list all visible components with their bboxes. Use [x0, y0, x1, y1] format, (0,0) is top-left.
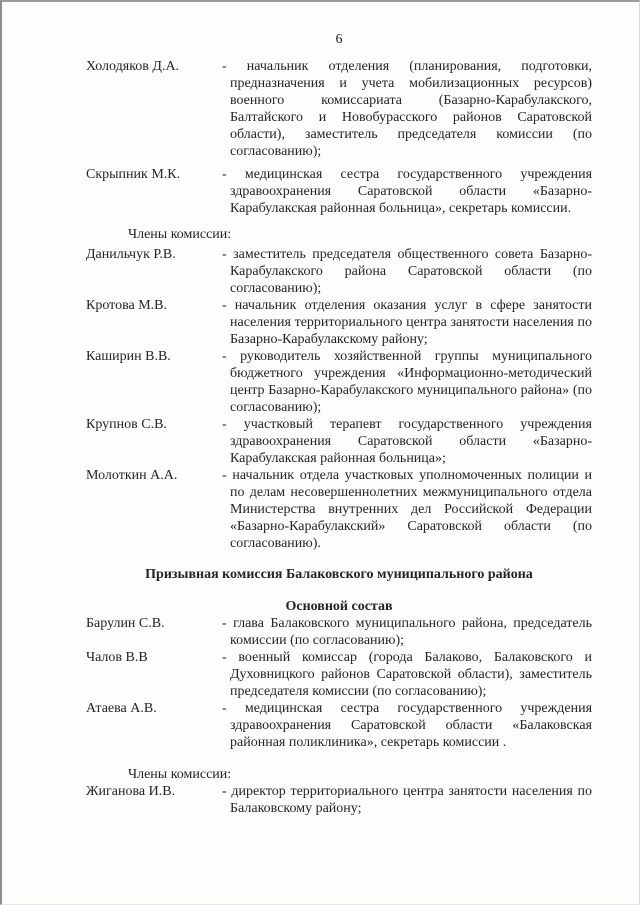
person-name: Барулин С.В.	[86, 616, 165, 631]
person-role-text: директор территориального центра занятости населения по Балаковскому району;	[230, 784, 592, 816]
dash-marker: -	[222, 616, 227, 631]
person-role-text: начальник отдела участковых уполномоченных полиции и по делам несовершеннолетних межмуниципального отдела Министерства внутренних дел Российской Федерации «Базарно-Карабулакский» Саратовской области (по согласованию).	[230, 468, 593, 551]
person-role-text: начальник отделения оказания услуг в сфере занятости населения территориального центра занятости населения по Базарно-Карабулакскому району;	[230, 298, 592, 347]
person-name: Атаева А.В.	[86, 701, 157, 716]
dash-marker: -	[222, 701, 227, 716]
person-role-text: медицинская сестра государственного учреждения здравоохранения Саратовской области «Балаковская районная поликлиника», секретарь комиссии .	[230, 701, 593, 750]
person-role-text: участковый терапевт государственного учреждения здравоохранения Саратовской области «Базарно-Карабулакская районная больница»;	[230, 417, 592, 466]
dash-marker: -	[222, 59, 227, 74]
commission-entry	[86, 467, 592, 552]
dash-marker: -	[222, 650, 227, 665]
dash-marker: -	[222, 417, 227, 432]
person-role	[222, 615, 592, 649]
dash-marker: -	[222, 784, 227, 799]
commission-entry	[86, 649, 592, 700]
dash-marker: -	[222, 468, 227, 483]
person-role	[222, 416, 592, 467]
members-label: Члены комиссии:	[128, 227, 232, 242]
person-name: Данильчук Р.В.	[86, 247, 176, 262]
commission-entry	[86, 700, 592, 751]
person-role	[222, 166, 592, 217]
person-role	[222, 467, 592, 552]
person-role-text: глава Балаковского муниципального района, председатель комиссии (по согласованию);	[230, 616, 593, 648]
document-content	[86, 31, 592, 817]
section-subtitle: Основной состав	[285, 599, 393, 614]
commission-entry	[86, 416, 592, 467]
person-role-text: начальник отделения (планирования, подготовки, предназначения и учета мобилизационных ресурсов) военного комиссариата (Базарно-Карабулакского, Балтайского и Новобурасского районов Саратовской области), заместитель председателя комиссии (по согласованию);	[230, 59, 593, 159]
person-role	[222, 246, 592, 297]
person-name: Молоткин А.А.	[86, 468, 178, 483]
commission-entry	[86, 58, 592, 160]
page-number: 6	[335, 32, 343, 47]
person-name: Каширин В.В.	[86, 349, 171, 364]
person-role	[222, 783, 592, 817]
person-role-text: медицинская сестра государственного учреждения здравоохранения Саратовской области «Базарно-Карабулакская районная больница», секретарь комиссии.	[230, 167, 593, 216]
commission-entry	[86, 783, 592, 817]
dash-marker: -	[222, 349, 227, 364]
person-role	[222, 348, 592, 416]
person-role	[222, 58, 592, 160]
person-name: Кротова М.В.	[86, 298, 168, 313]
person-role-text: заместитель председателя общественного совета Базарно-Карабулакского района Саратовской области (по согласованию);	[230, 247, 593, 296]
dash-marker: -	[222, 167, 227, 182]
commission-entry	[86, 348, 592, 416]
dash-marker: -	[222, 247, 227, 262]
commission-entry	[86, 615, 592, 649]
commission-entry	[86, 297, 592, 348]
commission-entry	[86, 246, 592, 297]
person-name: Крупнов С.В.	[86, 417, 167, 432]
person-role-text: военный комиссар (города Балаково, Балаковского и Духовницкого районов Саратовской области), заместитель председателя комиссии (по согласованию);	[230, 650, 592, 699]
person-role-text: руководитель хозяйственной группы муниципального бюджетного учреждения «Информационно-методический центр Базарно-Карабулакского муниципального района» (по согласованию);	[230, 349, 593, 415]
commission-entry	[86, 166, 592, 217]
person-role	[222, 700, 592, 751]
members-label: Члены комиссии:	[128, 767, 232, 782]
dash-marker: -	[222, 298, 227, 313]
person-name: Скрыпник М.К.	[86, 167, 181, 182]
person-name: Чалов В.В	[86, 650, 148, 665]
person-role	[222, 649, 592, 700]
section-title: Призывная комиссия Балаковского муниципального района	[145, 567, 533, 582]
person-name: Холодяков Д.А.	[86, 59, 180, 74]
person-name: Жиганова И.В.	[86, 784, 176, 799]
person-role	[222, 297, 592, 348]
